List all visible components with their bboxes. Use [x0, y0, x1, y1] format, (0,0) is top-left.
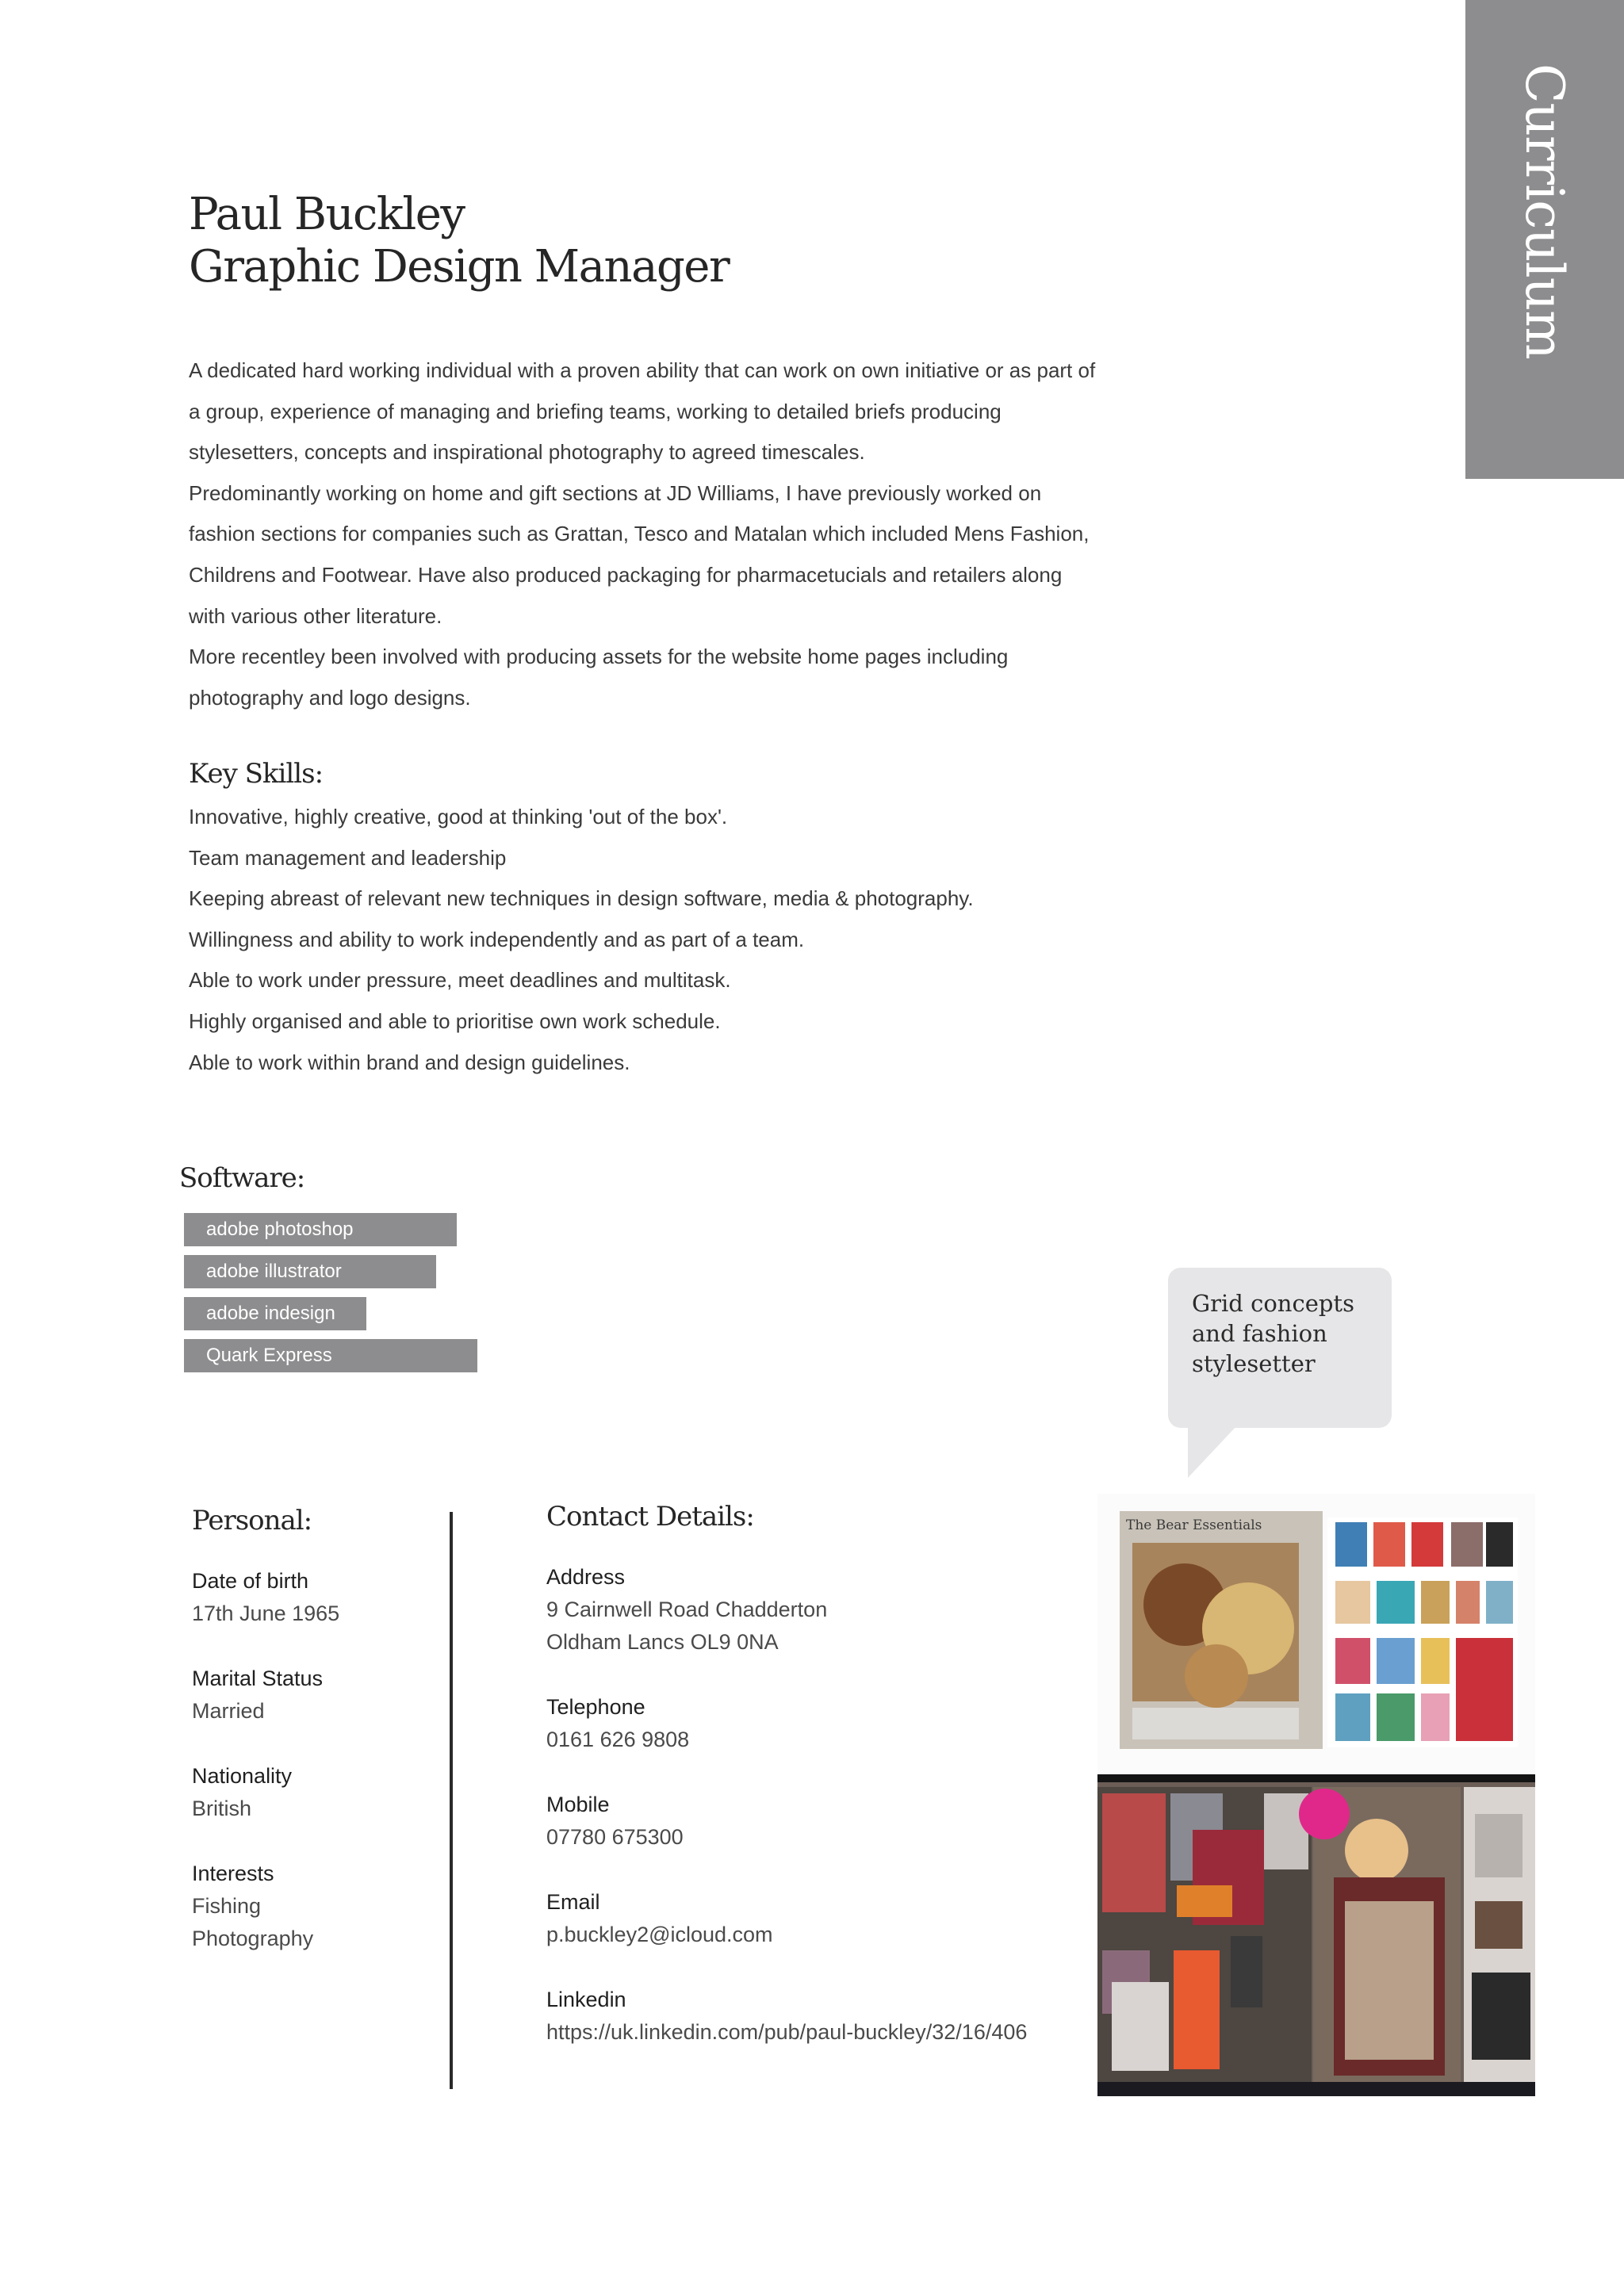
- personal-heading: Personal:: [192, 1505, 312, 1536]
- skill-item: Keeping abreast of relevant new techniques in design software, media & photography.: [189, 886, 974, 911]
- brochure-headline: The Bear Essentials: [1126, 1517, 1262, 1533]
- nationality-value: British: [192, 1797, 252, 1820]
- address-label: Address: [546, 1565, 626, 1589]
- mobile-field: [546, 1789, 1101, 1854]
- skill-item: Able to work within brand and design guidelines.: [189, 1050, 630, 1074]
- email-field: [546, 1886, 1101, 1951]
- software-bar-illustrator: adobe illustrator: [184, 1255, 436, 1288]
- address-field: [546, 1561, 1101, 1659]
- telephone-value: 0161 626 9808: [546, 1728, 690, 1751]
- address-line: Oldham Lancs OL9 0NA: [546, 1630, 779, 1654]
- software-bar-photoshop: adobe photoshop: [184, 1213, 457, 1246]
- software-bar-quark: Quark Express: [184, 1339, 477, 1372]
- personal-section: [192, 1503, 430, 1988]
- software-bar-indesign: adobe indesign: [184, 1297, 366, 1330]
- summary: [189, 350, 1101, 718]
- skill-item: Team management and leadership: [189, 845, 507, 870]
- job-title: Graphic Design Manager: [189, 241, 730, 293]
- key-skills-heading: Key Skills:: [189, 758, 324, 790]
- telephone-label: Telephone: [546, 1695, 645, 1719]
- skill-item: Able to work under pressure, meet deadlines and multitask.: [189, 968, 731, 993]
- nationality-label: Nationality: [192, 1764, 293, 1788]
- callout-line: Grid concepts: [1192, 1290, 1354, 1317]
- brochure-page-top: [1097, 1494, 1535, 1774]
- email-label: Email: [546, 1890, 600, 1914]
- telephone-field: [546, 1691, 1101, 1756]
- callout-bubble: [1168, 1268, 1392, 1428]
- interest-item: Fishing: [192, 1894, 262, 1918]
- person-name: Paul Buckley: [189, 189, 465, 240]
- brochure-divider-band: [1097, 1774, 1535, 1782]
- address-line: 9 Cairnwell Road Chadderton: [546, 1598, 828, 1621]
- mobile-label: Mobile: [546, 1793, 610, 1816]
- linkedin-field: [546, 1984, 1101, 2049]
- marital-value: Married: [192, 1699, 265, 1723]
- key-skills-list: [189, 797, 1140, 1083]
- dob-value: 17th June 1965: [192, 1601, 340, 1625]
- dob-field: [192, 1565, 430, 1630]
- brochure-page-bottom: [1097, 1782, 1535, 2096]
- interest-item: Photography: [192, 1927, 314, 1950]
- column-divider: [450, 1512, 453, 2089]
- skill-item: Highly organised and able to prioritise own work schedule.: [189, 1008, 721, 1033]
- brochure-top-artwork: [1097, 1494, 1535, 1774]
- brochure-bottom-artwork: [1097, 1782, 1535, 2096]
- mobile-value: 07780 675300: [546, 1825, 684, 1849]
- nationality-field: [192, 1760, 430, 1825]
- software-heading: Software:: [179, 1162, 305, 1194]
- contact-section: [546, 1499, 1101, 2081]
- contact-heading: Contact Details:: [546, 1501, 754, 1533]
- linkedin-link[interactable]: https://uk.linkedin.com/pub/paul-buckley/32/16/406: [546, 2020, 1028, 2044]
- summary-paragraph: A dedicated hard working individual with a proven ability that can work on own initiative or as part of a group, experience of managing and briefing teams, working to detailed briefs producing stylesetters, concepts and inspirational photography to agreed timescales.: [189, 358, 1096, 465]
- skill-item: Willingness and ability to work independently and as part of a team.: [189, 927, 805, 951]
- interests-field: [192, 1858, 430, 1955]
- dob-label: Date of birth: [192, 1569, 309, 1593]
- callout-tail: [1182, 1425, 1245, 1481]
- marital-field: [192, 1663, 430, 1728]
- brochure-thumbnail: [1097, 1494, 1535, 2096]
- email-value[interactable]: p.buckley2@icloud.com: [546, 1923, 773, 1946]
- page-header: [189, 189, 1140, 293]
- summary-paragraph: Predominantly working on home and gift sections at JD Williams, I have previously worked on fashion sections for companies such as Grattan, Tesco and Matalan which included Mens Fashion, Childrens and Footwear. Have also produced packaging for pharmacetucials and retailers along with various other literature.: [189, 480, 1090, 628]
- callout-text: [1192, 1288, 1368, 1379]
- side-tab-label: Curriculum Vitae: [1411, 63, 1575, 359]
- skill-item: Innovative, highly creative, good at thinking 'out of the box'.: [189, 805, 728, 828]
- callout-line: stylesetter: [1192, 1350, 1316, 1377]
- linkedin-label: Linkedin: [546, 1988, 626, 2011]
- callout-line: and fashion: [1192, 1320, 1327, 1347]
- marital-label: Marital Status: [192, 1667, 324, 1690]
- interests-label: Interests: [192, 1862, 274, 1885]
- summary-paragraph: More recentley been involved with producing assets for the website home pages including photography and logo designs.: [189, 645, 1009, 710]
